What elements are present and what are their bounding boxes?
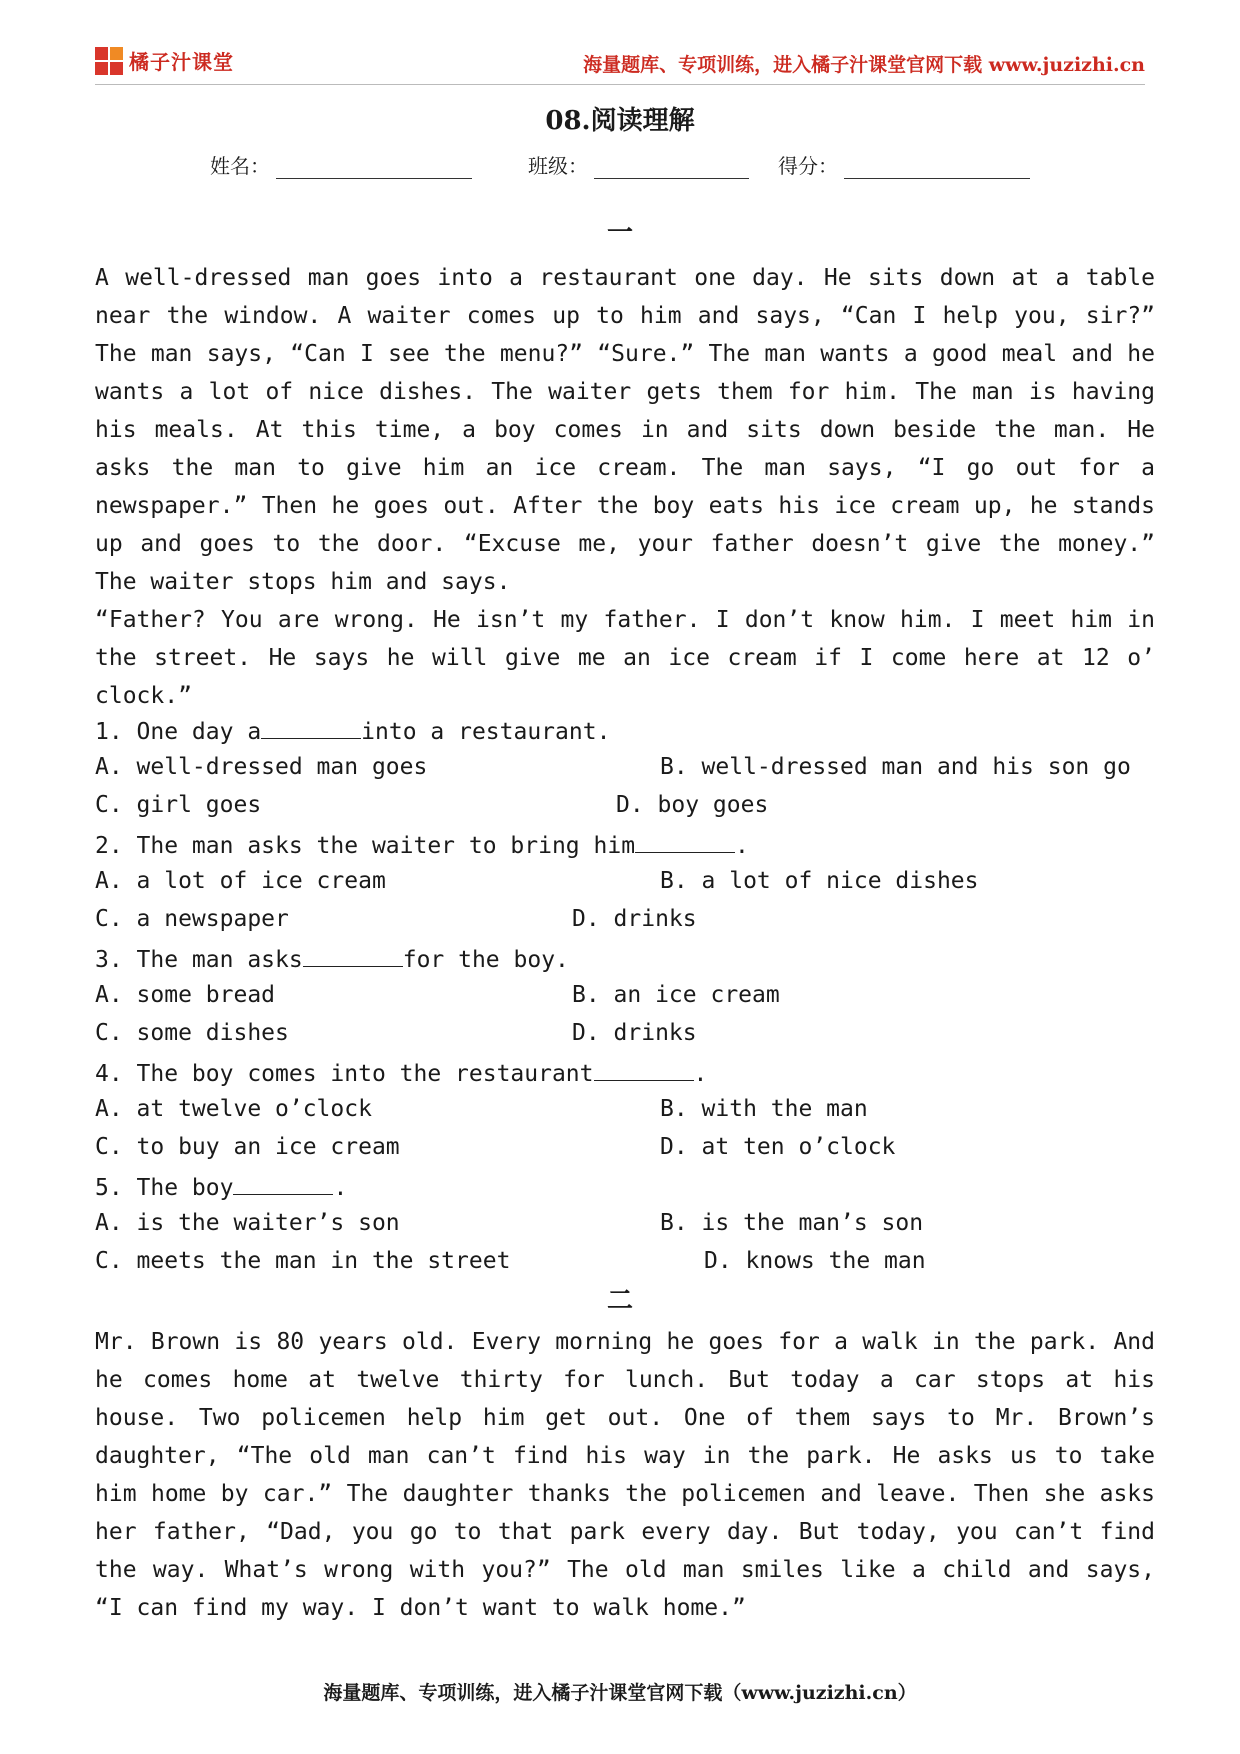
question-4: 4. The boy comes into the restaurant . [95, 1052, 707, 1093]
class-label: 班级： [528, 154, 588, 178]
answer-blank[interactable] [303, 938, 403, 967]
option-2b: B. a lot of nice dishes [660, 868, 979, 894]
option-4a: A. at twelve o’clock [95, 1096, 372, 1122]
option-1c: C. girl goes [95, 792, 262, 818]
option-4c: C. to buy an ice cream [95, 1134, 400, 1160]
score-field[interactable] [778, 150, 1030, 179]
answer-blank[interactable] [594, 1052, 694, 1081]
passage-two-p1: Mr. Brown is 80 years old. Every morning he goes for a walk in the park. And he comes home at twelve thirty for lunch. But today a car stops at his house. Two policemen help him get out. One of them says to Mr. Brown’s daughter, “The old man can’t find his way in the park. He asks us to take him home by car.” The daughter thanks the policemen and leave. Then she asks her father, “Dad, you go to that park every day. But today, you can’t find the way. What’s wrong with you?” The old man smiles like a child and says, “I can find my way. I don’t want to walk home.” [95, 1329, 1155, 1621]
passage-one-p1: A well-dressed man goes into a restaurant one day. He sits down at a table near the window. A waiter comes up to him and says, “Can I help you, sir?” The man says, “Can I see the menu?” “Sure.” The man wants a good meal and he wants a lot of nice dishes. The waiter gets them for him. The man is having his meals. At this time, a boy comes in and sits down beside the man. He asks the man to give him an ice cream. The man says, “I go out for a newspaper.” Then he goes out. After the boy eats his ice cream up, he stands up and goes to the door. “Excuse me, your father doesn’t give the money.” The waiter stops him and says. [95, 265, 1155, 595]
option-1a: A. well-dressed man goes [95, 754, 428, 780]
answer-blank[interactable] [261, 710, 361, 739]
name-label: 姓名： [210, 154, 270, 178]
logo [95, 46, 234, 75]
option-4d: D. at ten o’clock [660, 1134, 896, 1160]
option-2d: D. drinks [572, 906, 697, 932]
option-3b: B. an ice cream [572, 982, 780, 1008]
option-5a: A. is the waiter’s son [95, 1210, 400, 1236]
passage-one-p2: “Father? You are wrong. He isn’t my father. I don’t know him. I meet him in the street. He says he will give me an ice cream if I come here at 12 o’ clock.” [95, 607, 1155, 709]
page-title: 08.阅读理解 [545, 106, 695, 136]
logo-text: 橘子汁课堂 [129, 50, 234, 74]
name-field[interactable] [210, 150, 472, 179]
question-2: 2. The man asks the waiter to bring him . [95, 824, 749, 865]
option-5d: D. knows the man [704, 1248, 926, 1274]
option-1b: B. well-dressed man and his son go [660, 754, 1131, 780]
question-1: 1. One day a into a restaurant. [95, 710, 610, 751]
option-3d: D. drinks [572, 1020, 697, 1046]
option-3a: A. some bread [95, 982, 276, 1008]
page-header [95, 40, 1145, 85]
option-3c: C. some dishes [95, 1020, 289, 1046]
score-label: 得分： [778, 154, 838, 178]
question-5: 5. The boy . [95, 1166, 347, 1207]
question-3: 3. The man asks for the boy. [95, 938, 569, 979]
answer-blank[interactable] [635, 824, 735, 853]
option-5c: C. meets the man in the street [95, 1248, 511, 1274]
option-4b: B. with the man [660, 1096, 868, 1122]
page-footer: 海量题库、专项训练，进入橘子汁课堂官网下载（www.juzizhi.cn） [323, 1682, 917, 1704]
option-2a: A. a lot of ice cream [95, 868, 386, 894]
header-tagline: 海量题库、专项训练，进入橘子汁课堂官网下载 www.juzizhi.cn [583, 54, 1145, 76]
answer-blank[interactable] [233, 1166, 333, 1195]
passage-one [95, 259, 1155, 715]
option-1d: D. boy goes [616, 792, 769, 818]
class-field[interactable] [528, 150, 749, 179]
passage-two [95, 1323, 1155, 1627]
option-5b: B. is the man’s son [660, 1210, 924, 1236]
option-2c: C. a newspaper [95, 906, 289, 932]
logo-icon [95, 47, 123, 75]
section-two-mark: 二 [606, 1286, 633, 1316]
section-one-mark: 一 [606, 218, 633, 248]
